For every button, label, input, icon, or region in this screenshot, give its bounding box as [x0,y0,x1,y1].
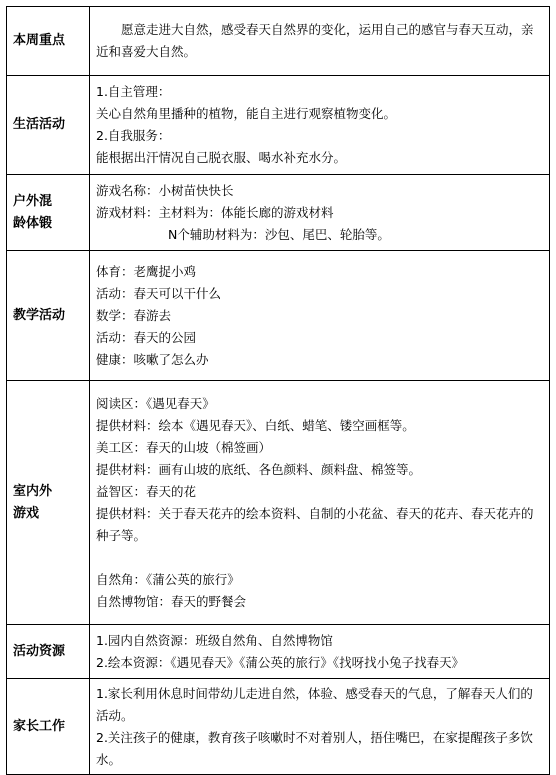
content-line: 1.家长利用休息时间带幼儿走进自然，体验、感受春天的气息，了解春天人们的活动。 [96,685,533,723]
content-line: 1.自主管理： [96,84,171,99]
row-parent-work [7,679,550,775]
content-line: 提供材料：绘本《遇见春天》、白纸、蜡笔、镂空画框等。 [96,417,415,433]
content-line: 体育：老鹰捉小鸡 [96,263,197,279]
row-content [90,251,550,381]
content-line: N个辅助材料为：沙包、尾巴、轮胎等。 [168,226,390,242]
weekly-plan-table [6,6,550,775]
row-label-line: 户外混 [13,193,53,209]
row-label-line: 室内外 [13,483,53,499]
row-outdoor-mixed-age-exercise [7,175,550,251]
content-line: 游戏名称：小树苗快快长 [96,182,234,198]
row-content [90,679,550,775]
content-line: 健康：咳嗽了怎么办 [96,351,209,367]
content-line: 美工区：春天的山坡（棉签画） [96,439,272,455]
row-label [7,175,90,251]
row-label-line: 游戏 [13,505,40,521]
content-line: 2.自我服务： [96,128,171,143]
content-line [96,547,543,569]
content-line: 愿意走进大自然，感受春天自然界的变化，运用自己的感官与春天互动，亲近和喜爱大自然。 [96,22,534,59]
content-line: 提供材料：画有山坡的底纸、各色颜料、颜料盘、棉签等。 [96,461,422,477]
row-activity-resources [7,625,550,679]
row-label: 本周重点 [7,7,90,76]
row-label: 生活活动 [7,76,90,175]
row-content [90,625,550,679]
content-line: 数学：春游去 [96,307,172,323]
content-line: 阅读区：《遇见春天》 [96,395,215,411]
content-line: 自然博物馆：春天的野餐会 [96,593,247,609]
content-line: 2.关注孩子的健康，教育孩子咳嗽时不对着别人，捂住嘴巴，在家提醒孩子多饮水。 [96,729,533,767]
row-label: 教学活动 [7,251,90,381]
content-line: 游戏材料：主材料为：体能长廊的游戏材料 [96,204,334,220]
row-content [90,7,550,76]
content-line: 自然角：《蒲公英的旅行》 [96,571,240,587]
row-content [90,76,550,175]
content-line: 关心自然角里播种的植物，能自主进行观察植物变化。 [96,106,397,121]
content-line: 提供材料：关于春天花卉的绘本资料、自制的小花盆、春天的花卉、春天花卉的种子等。 [96,505,534,543]
content-line: 1.园内自然资源：班级自然角、自然博物馆 [96,632,333,648]
row-label-line: 龄体锻 [13,215,53,231]
row-content [90,381,550,625]
row-indoor-outdoor-games [7,381,550,625]
content-line: 活动：春天的公园 [96,329,197,345]
row-daily-life-activities [7,76,550,175]
row-teaching-activities [7,251,550,381]
content-line: 2.绘本资源：《遇见春天》《蒲公英的旅行》《找呀找小兔子找春天》 [96,654,465,670]
row-label [7,381,90,625]
content-line: 活动：春天可以干什么 [96,285,222,301]
content-line: 能根据出汗情况自己脱衣服、喝水补充水分。 [96,150,347,165]
content-line: 益智区：春天的花 [96,483,197,499]
row-label: 活动资源 [7,625,90,679]
row-label: 家长工作 [7,679,90,775]
row-weekly-focus [7,7,550,76]
row-content [90,175,550,251]
